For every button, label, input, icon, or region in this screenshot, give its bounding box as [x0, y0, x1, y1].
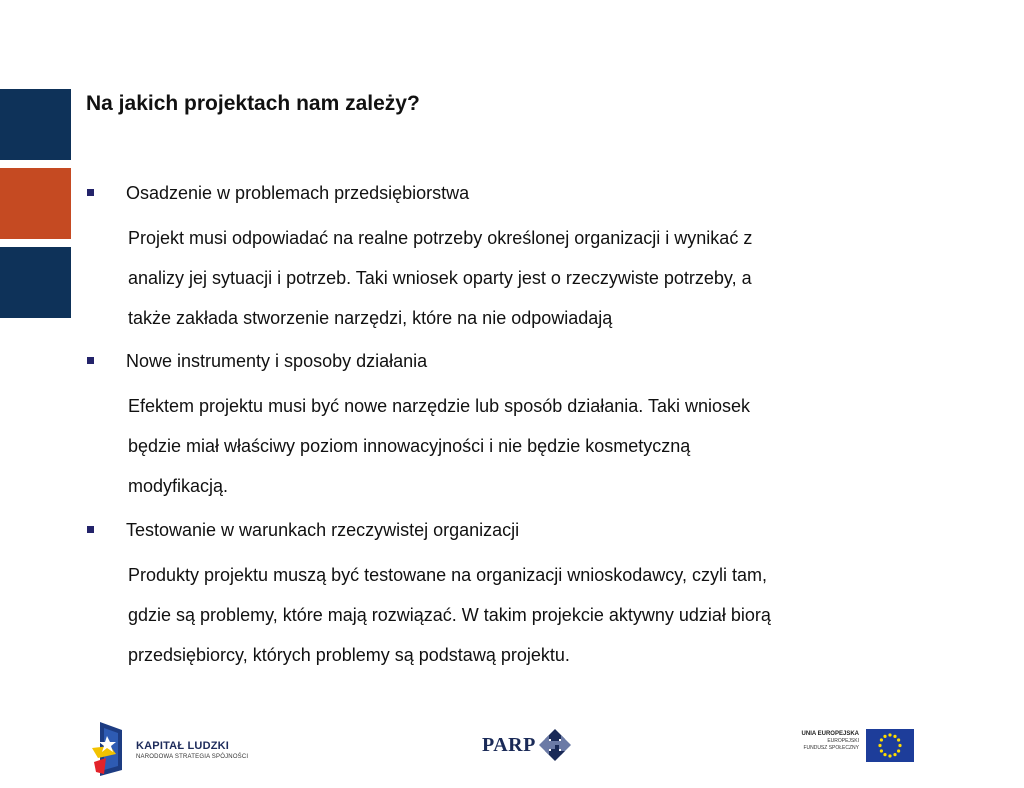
body-line: modyfikacją.: [128, 476, 229, 496]
body-line: gdzie są problemy, które mają rozwiązać. W takim projekcie aktywny udział biorą: [128, 605, 771, 625]
body-line: Efektem projektu musi być nowe narzędzie lub sposób działania. Taki wniosek: [128, 396, 750, 416]
parp-logo-text: PARP: [482, 734, 536, 756]
kapital-ludzki-subtitle: NARODOWA STRATEGIA SPÓJNOŚCI: [136, 754, 249, 760]
body-line: przedsiębiorcy, których problemy są podstawą projektu.: [128, 645, 570, 665]
section-body: [128, 386, 928, 506]
body-line: analizy jej sytuacji i potrzeb. Taki wniosek oparty jest o rzeczywiste potrzeby, a: [128, 268, 752, 288]
section-heading: Osadzenie w problemach przedsiębiorstwa: [126, 183, 470, 203]
kapital-ludzki-title: KAPITAŁ LUDZKI: [136, 740, 230, 752]
bullet-icon: [87, 526, 94, 533]
accent-block-navy-top: [0, 89, 71, 160]
body-line: także zakłada stworzenie narzędzi, które na nie odpowiadają: [128, 308, 613, 328]
section-2: [0, 350, 1024, 496]
accent-block-navy-bottom: [0, 247, 71, 318]
section-body: [128, 555, 928, 675]
section-1: [0, 182, 1024, 328]
eu-text: [802, 730, 859, 752]
footer-logos: [0, 712, 1024, 782]
eu-flag-icon: [866, 729, 914, 762]
bullet-icon: [87, 189, 94, 196]
body-line: będzie miał właściwy poziom innowacyjności i nie będzie kosmetyczną: [128, 436, 691, 456]
section-heading: Nowe instrumenty i sposoby działania: [126, 351, 428, 371]
bullet-icon: [87, 357, 94, 364]
section-3: [0, 519, 1024, 665]
section-body: [128, 218, 928, 338]
parp-arrows-icon: [538, 728, 572, 762]
kapital-ludzki-logo-icon: [90, 718, 130, 776]
body-line: Produkty projektu muszą być testowane na organizacji wnioskodawcy, czyli tam,: [128, 565, 767, 585]
eu-line1: UNIA EUROPEJSKA: [801, 731, 859, 737]
eu-line2: EUROPEJSKI: [827, 738, 859, 744]
body-line: Projekt musi odpowiadać na realne potrzeby określonej organizacji i wynikać z: [128, 228, 753, 248]
eu-line3: FUNDUSZ SPOŁECZNY: [803, 745, 859, 751]
section-heading: Testowanie w warunkach rzeczywistej organizacji: [126, 520, 520, 540]
slide-title: Na jakich projektach nam zależy?: [86, 92, 420, 115]
